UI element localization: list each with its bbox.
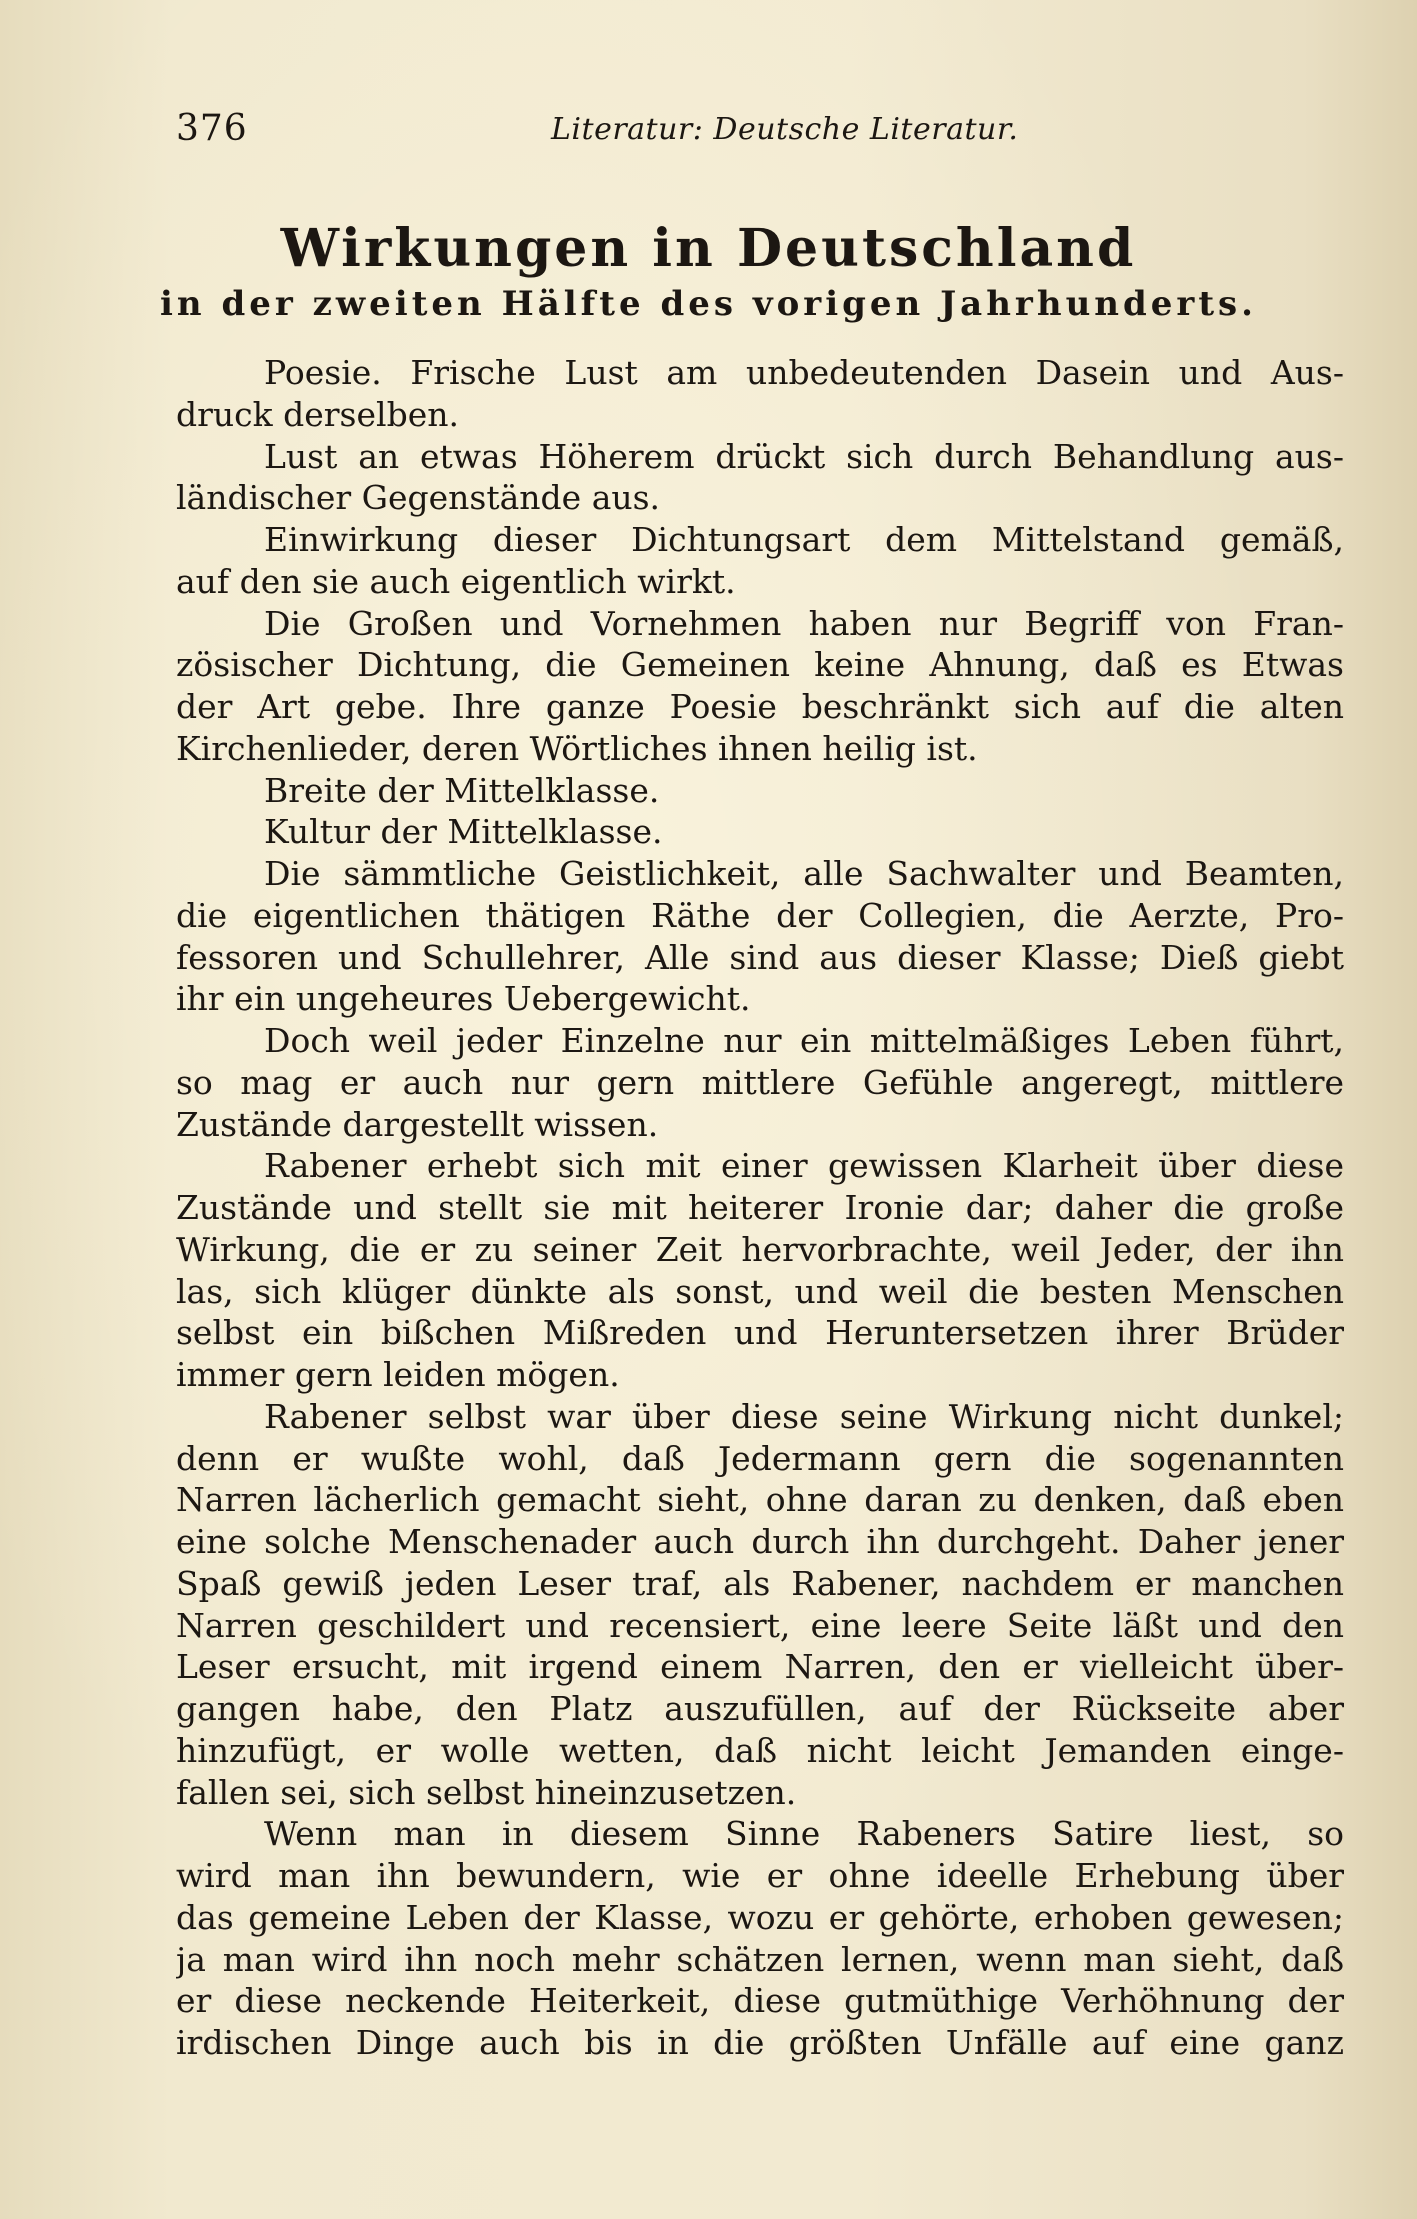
text-line: druck derselben. xyxy=(176,394,459,434)
text-line: las, sich klüger dünkte als sonst, und weil die besten Menschen xyxy=(176,1271,1344,1311)
text-line: fessoren und Schullehrer, Alle sind aus dieser Klasse; Dieß giebt xyxy=(176,937,1344,977)
text-line: wird man ihn bewundern, wie er ohne ideelle Erhebung über xyxy=(176,1856,1344,1895)
text-line: Zustände und stellt sie mit heiterer Ironie dar; daher die große xyxy=(176,1188,1344,1227)
text-line: Zustände dargestellt wissen. xyxy=(176,1104,659,1144)
text-line: immer gern leiden mögen. xyxy=(176,1355,620,1394)
text-line: zösischer Dichtung, die Gemeinen keine Ahnung, daß es Etwas xyxy=(176,645,1344,685)
section-subtitle: in der zweiten Hälfte des vorigen Jahrhunderts. xyxy=(159,284,1258,324)
text-line: Wenn man in diesem Sinne Rabeners Satire liest, so xyxy=(264,1814,1344,1854)
text-line: die eigentlichen thätigen Räthe der Collegien, die Aerzte, Pro- xyxy=(176,895,1344,935)
text-line: hinzufügt, er wolle wetten, daß nicht leicht Jemanden einge- xyxy=(176,1730,1344,1770)
text-line: Poesie. Frische Lust am unbedeutenden Dasein und Aus- xyxy=(264,353,1344,392)
section-title: Wirkungen in Deutschland xyxy=(280,218,1137,279)
text-line: Doch weil jeder Einzelne nur ein mittelmäßiges Leben führt, xyxy=(264,1021,1344,1060)
text-line: fallen sei, sich selbst hineinzusetzen. xyxy=(176,1772,797,1812)
text-line: auf den sie auch eigentlich wirkt. xyxy=(176,561,736,601)
text-line: das gemeine Leben der Klasse, wozu er gehörte, erhoben gewesen; xyxy=(176,1897,1344,1937)
page-number: 376 xyxy=(176,108,248,149)
text-line: Leser ersucht, mit irgend einem Narren, den er vielleicht über- xyxy=(176,1647,1344,1687)
text-line: Rabener selbst war über diese seine Wirkung nicht dunkel; xyxy=(264,1396,1344,1436)
text-line: Die Großen und Vornehmen haben nur Begriff von Fran- xyxy=(264,603,1344,643)
text-line: ländischer Gegenstände aus. xyxy=(176,478,661,518)
text-line: gangen habe, den Platz auszufüllen, auf der Rückseite aber xyxy=(176,1689,1344,1728)
text-line: Kirchenlieder, deren Wörtliches ihnen heilig ist. xyxy=(176,728,978,768)
text-line: Narren lächerlich gemacht sieht, ohne daran zu denken, daß eben xyxy=(176,1480,1344,1520)
text-line: irdischen Dinge auch bis in die größten Unfälle auf eine ganz xyxy=(176,2023,1344,2062)
text-line: Kultur der Mittelklasse. xyxy=(264,812,663,852)
text-line: Die sämmtliche Geistlichkeit, alle Sachwalter und Beamten, xyxy=(264,854,1344,893)
text-line: denn er wußte wohl, daß Jedermann gern die sogenannten xyxy=(176,1438,1344,1478)
text-line: eine solche Menschenader auch durch ihn durchgeht. Daher jener xyxy=(176,1522,1344,1561)
text-line: Wirkung, die er zu seiner Zeit hervorbrachte, weil Jeder, der ihn xyxy=(176,1229,1344,1269)
text-line: Rabener erhebt sich mit einer gewissen Klarheit über diese xyxy=(264,1146,1344,1186)
text-line: Breite der Mittelklasse. xyxy=(264,770,660,810)
text-line: so mag er auch nur gern mittlere Gefühle angeregt, mittlere xyxy=(176,1062,1344,1102)
text-line: er diese neckende Heiterkeit, diese gutmüthige Verhöhnung der xyxy=(176,1981,1344,2021)
text-line: Einwirkung dieser Dichtungsart dem Mittelstand gemäß, xyxy=(264,520,1344,559)
body-text xyxy=(176,352,1344,2064)
text-line: Narren geschildert und recensiert, eine leere Seite läßt und den xyxy=(176,1605,1344,1645)
text-line: selbst ein bißchen Mißreden und Heruntersetzen ihrer Brüder xyxy=(176,1313,1344,1353)
running-head: Literatur: Deutsche Literatur. xyxy=(551,112,1019,147)
page-header xyxy=(176,108,1341,158)
text-line: ihr ein ungeheures Uebergewicht. xyxy=(176,979,751,1019)
text-line: Lust an etwas Höherem drückt sich durch Behandlung aus- xyxy=(264,436,1344,476)
text-line: der Art gebe. Ihre ganze Poesie beschränkt sich auf die alten xyxy=(176,687,1344,726)
text-line: ja man wird ihn noch mehr schätzen lernen, wenn man sieht, daß xyxy=(176,1939,1344,1979)
text-line: Spaß gewiß jeden Leser traf, als Rabener, nachdem er manchen xyxy=(176,1563,1344,1603)
